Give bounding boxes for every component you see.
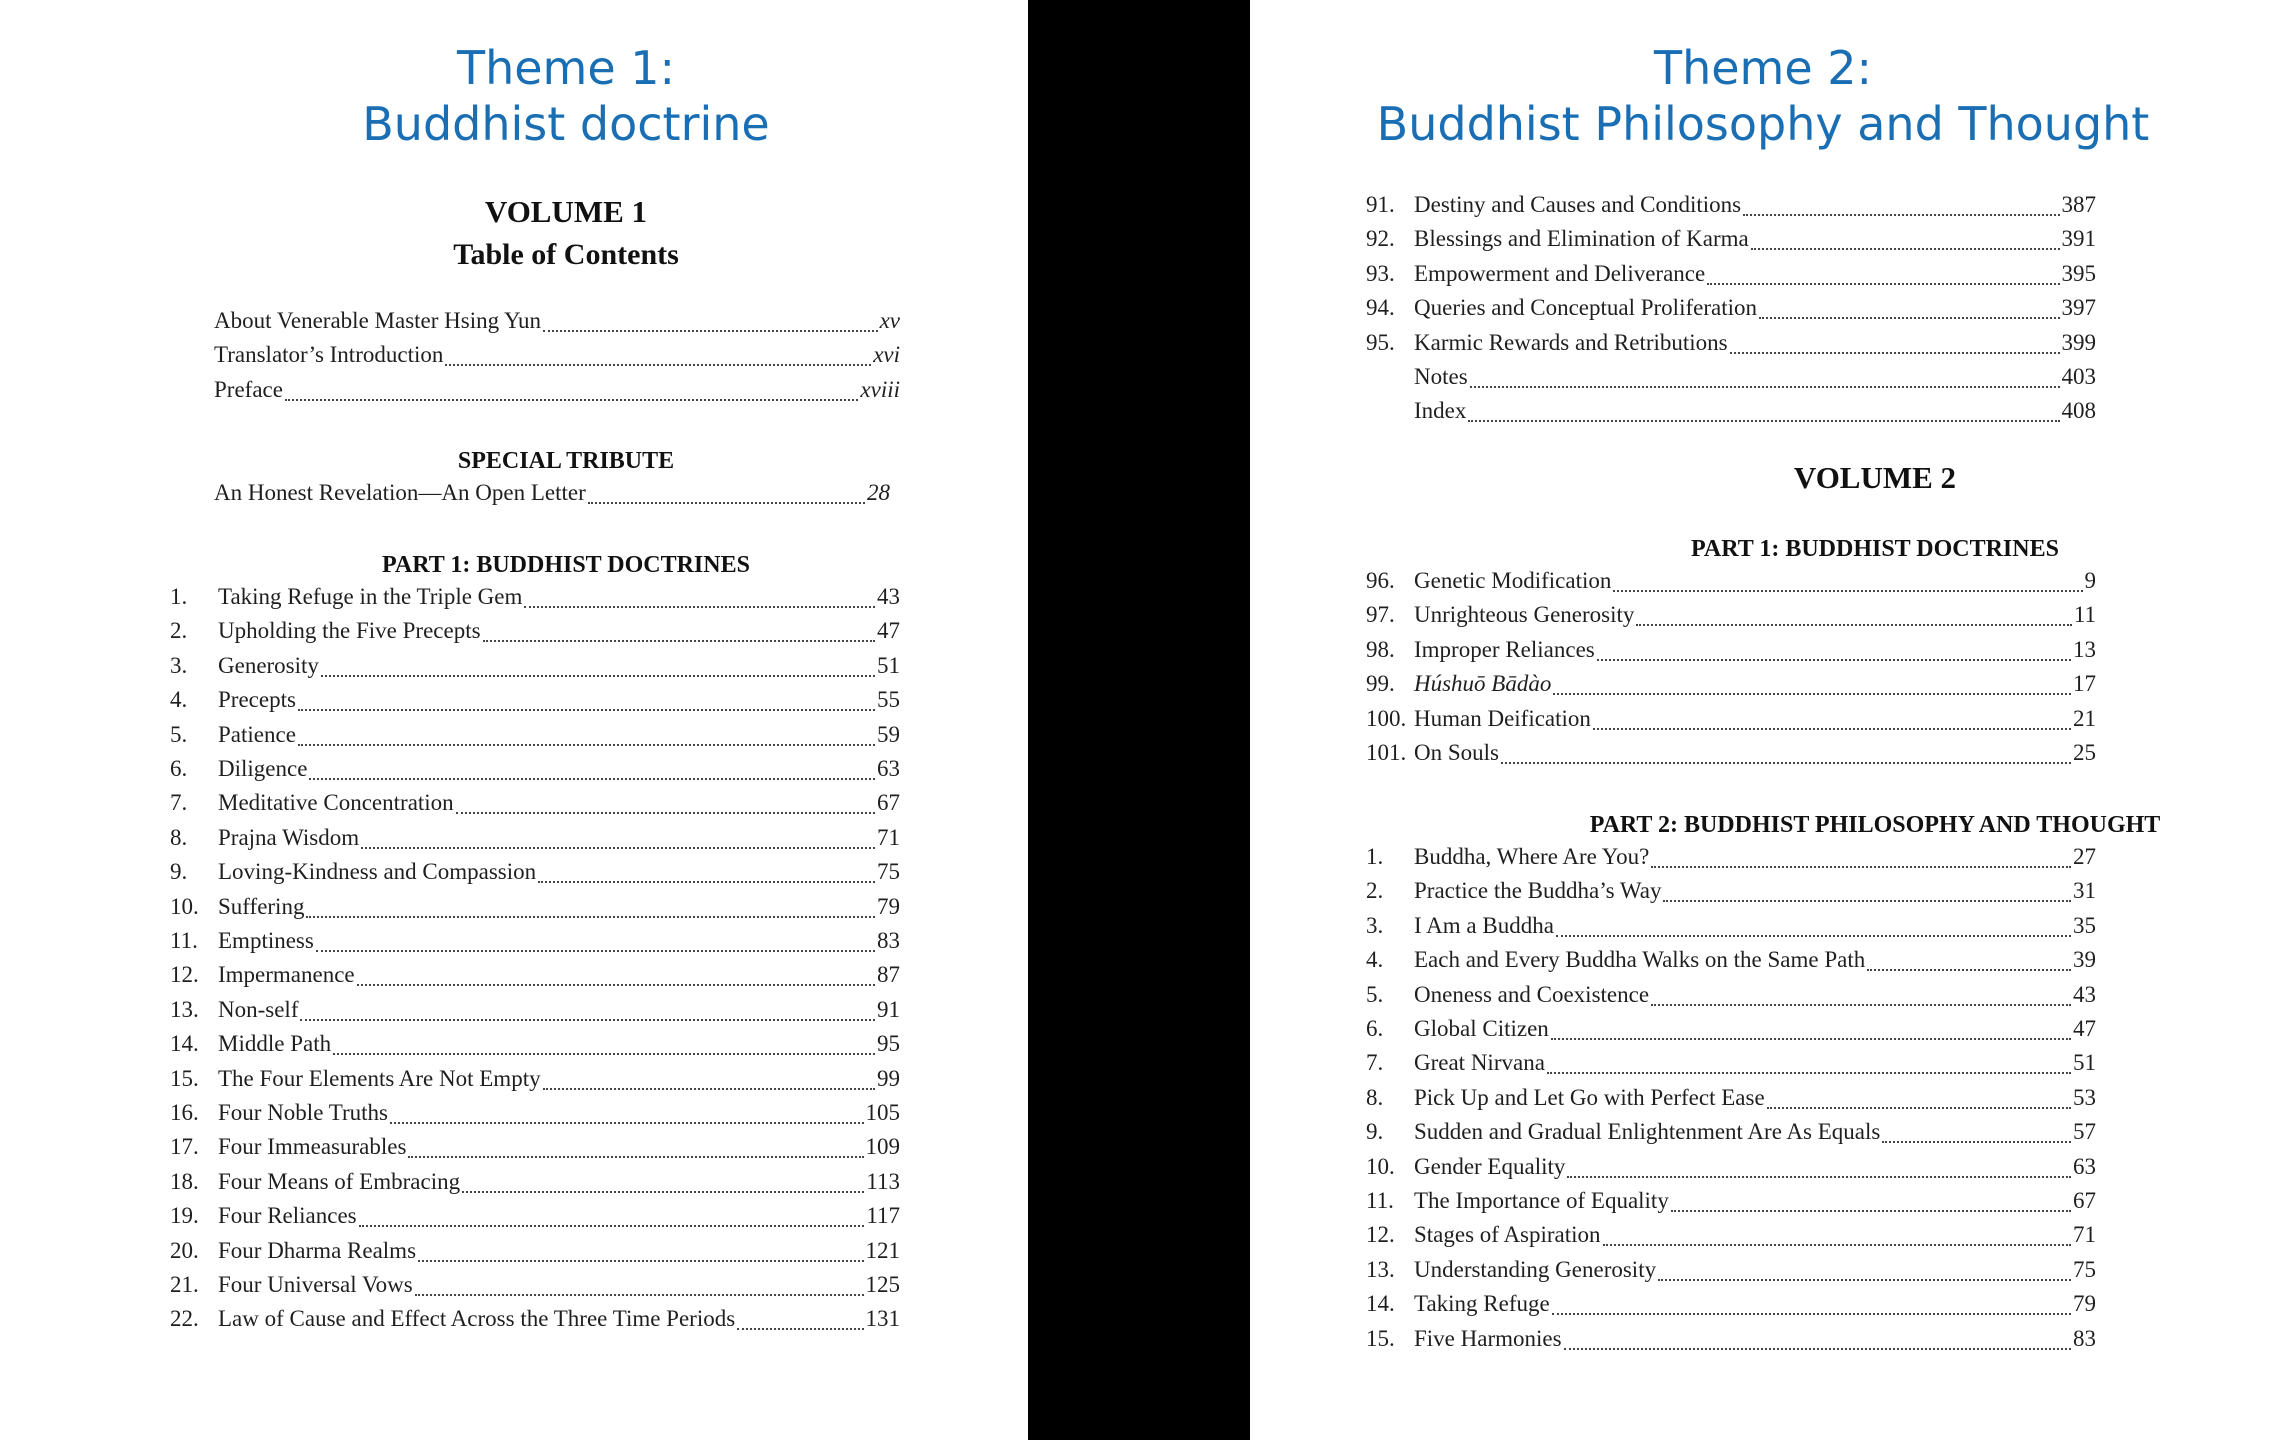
toc-entry (1366, 261, 2096, 295)
toc-entry-number: 13. (170, 996, 199, 1022)
toc-entry-number: 10. (1366, 1153, 1395, 1179)
toc-entry (170, 1134, 900, 1168)
toc-entry-page: 95 (877, 1031, 900, 1057)
book-gutter (1028, 0, 1250, 1440)
toc-entry-title: Húshuō Bādào (1414, 671, 1552, 697)
toc-entry (170, 928, 900, 962)
toc-entry (170, 653, 900, 687)
toc-entry-number: 101. (1366, 740, 1407, 765)
dot-leader (359, 1225, 865, 1227)
dot-leader (1552, 1313, 2071, 1315)
toc-entry-page: 55 (877, 687, 900, 713)
toc-entry-page: 27 (2073, 844, 2096, 869)
toc-entry-page: 67 (2073, 1188, 2096, 1213)
dot-leader (543, 1088, 875, 1090)
toc-entry (170, 722, 900, 756)
volume-2-heading: VOLUME 2 (1793, 460, 1957, 495)
toc-entry-page: 79 (877, 893, 900, 919)
toc-entry-number: 15. (170, 1065, 199, 1091)
toc-entry (1366, 637, 2096, 671)
toc-entry-title: Middle Path (218, 1031, 332, 1057)
toc-entry-number: 6. (170, 756, 188, 781)
toc-entry-page: 399 (2061, 329, 2096, 355)
dot-leader (588, 502, 865, 504)
toc-entry-page: 43 (877, 584, 900, 609)
toc-entry-page: 21 (2073, 705, 2096, 731)
toc-entry-page: 25 (2073, 740, 2096, 765)
dot-leader (361, 847, 875, 849)
dot-leader (1636, 624, 2071, 626)
dot-leader (1651, 866, 2071, 868)
toc-entry-number: 1. (170, 584, 188, 609)
toc-entry-page: 43 (2073, 981, 2096, 1007)
toc-entry-number: 4. (1366, 947, 1384, 973)
toc-entry-page: 39 (2073, 947, 2096, 973)
dot-leader (1564, 1348, 2071, 1350)
toc-entry-title: Loving-Kindness and Compassion (218, 859, 537, 885)
toc-entry-number: 97. (1366, 602, 1395, 628)
dot-leader (1707, 283, 2059, 285)
dot-leader (285, 399, 858, 401)
dot-leader (1593, 728, 2071, 730)
toc-entry (1366, 1050, 2096, 1084)
toc-entry-page: 71 (877, 824, 900, 850)
toc-entry-title: Prajna Wisdom (218, 824, 360, 850)
toc-entry-number: 14. (170, 1031, 199, 1057)
toc-entry-number: 11. (170, 928, 198, 953)
toc-entry-number: 2. (1366, 878, 1384, 904)
toc-entry-page: 59 (877, 721, 900, 747)
toc-entry (1366, 1291, 2096, 1325)
toc-entry-number: 20. (170, 1237, 199, 1263)
toc-entry-page: 83 (2073, 1325, 2096, 1351)
left-page (0, 0, 1028, 1440)
dot-leader (1470, 386, 2060, 388)
toc-entry (1366, 330, 2096, 364)
dot-leader (543, 330, 878, 332)
toc-entry (1366, 1188, 2096, 1222)
toc-entry-number: 7. (170, 790, 188, 816)
dot-leader (456, 812, 875, 814)
theme-2-title (1250, 40, 2276, 152)
toc-entry-title: Precepts (218, 687, 296, 713)
toc-entry-title: About Venerable Master Hsing Yun (214, 308, 542, 333)
toc-entry-page: 79 (2073, 1291, 2096, 1317)
toc-entry-page: 57 (2073, 1119, 2096, 1145)
toc-entry (1366, 364, 2096, 398)
toc-entry-title: Buddha, Where Are You? (1414, 844, 1650, 869)
dot-leader (1553, 693, 2071, 695)
toc-entry (170, 1306, 900, 1340)
toc-entry-title: Gender Equality (1414, 1153, 1566, 1179)
toc-entry-title: Four Noble Truths (218, 1100, 388, 1125)
toc-entry (170, 1066, 900, 1100)
toc-entry-title: Impermanence (218, 962, 355, 988)
toc-entry (1366, 947, 2096, 981)
toc-entry-page: 87 (877, 962, 900, 988)
toc-entry-page: 13 (2073, 636, 2096, 662)
dot-leader (524, 606, 875, 608)
dot-leader (1663, 900, 2071, 902)
toc-entry-page: 11 (2073, 602, 2096, 628)
toc-entry (170, 894, 900, 928)
toc-entry-number: 92. (1366, 226, 1395, 252)
toc-entry-page: 113 (866, 1168, 900, 1194)
dot-leader (1882, 1141, 2071, 1143)
toc-entry (1366, 192, 2096, 226)
dot-leader (1867, 969, 2071, 971)
toc-entry-number: 8. (1366, 1084, 1384, 1110)
toc-entry-title: Four Means of Embracing (218, 1168, 461, 1194)
toc-entry-number: 91. (1366, 192, 1395, 217)
toc-entry-title: The Four Elements Are Not Empty (218, 1065, 541, 1091)
toc-entry-number: 3. (170, 652, 188, 678)
dot-leader (415, 1294, 864, 1296)
toc-entry (1366, 913, 2096, 947)
dot-leader (1743, 214, 2059, 216)
toc-entry-page: 387 (2061, 192, 2096, 217)
dot-leader (737, 1328, 863, 1330)
toc-entry-number: 19. (170, 1203, 199, 1229)
toc-entry-number: 5. (170, 721, 188, 747)
dot-leader (1651, 1004, 2071, 1006)
toc-entry-title: Generosity (218, 652, 319, 678)
dot-leader (357, 984, 875, 986)
toc-entry (1366, 878, 2096, 912)
toc-entry-page: 63 (877, 756, 900, 781)
left-part-1-heading: PART 1: BUDDHIST DOCTRINES (382, 552, 750, 578)
toc-entry-number: 1. (1366, 844, 1384, 869)
dot-leader (445, 364, 871, 366)
toc-entry-title: Karmic Rewards and Retributions (1414, 329, 1728, 355)
toc-entry (170, 1238, 900, 1272)
toc-entry-number: 21. (170, 1272, 199, 1297)
dot-leader (1468, 420, 2059, 422)
toc-entry-title: Five Harmonies (1414, 1325, 1562, 1351)
toc-entry-page: 117 (866, 1203, 900, 1229)
toc-entry-title: Oneness and Coexistence (1414, 981, 1650, 1007)
toc-entry-title: Understanding Generosity (1414, 1256, 1657, 1282)
toc-entry-page: 408 (2061, 398, 2096, 424)
toc-entry (1366, 226, 2096, 260)
toc-entry-number: 14. (1366, 1291, 1395, 1317)
toc-entry-number: 100. (1366, 705, 1407, 731)
dot-leader (300, 1019, 875, 1021)
toc-entry (1366, 1222, 2096, 1256)
toc-entry-title: Destiny and Causes and Conditions (1414, 192, 1742, 217)
toc-entry-page: 105 (865, 1100, 900, 1125)
dot-leader (321, 675, 875, 677)
toc-entry-title: The Importance of Equality (1414, 1188, 1669, 1213)
toc-entry-number: 12. (1366, 1222, 1395, 1248)
toc-entry (1366, 295, 2096, 329)
right-part-1-heading: PART 1: BUDDHIST DOCTRINES (1691, 536, 2059, 562)
dot-leader (1501, 762, 2071, 764)
toc-entry (170, 997, 900, 1031)
toc-entry-page: 51 (877, 652, 900, 678)
toc-entry-title: Preface (214, 376, 283, 402)
toc-entry-number: 13. (1366, 1256, 1395, 1282)
toc-entry-page: 28 (867, 480, 890, 505)
volume-1-heading: VOLUME 1 (484, 194, 648, 229)
toc-entry-title: Empowerment and Deliverance (1414, 260, 1706, 286)
toc-entry-page: 91 (877, 996, 900, 1022)
dot-leader (1551, 1038, 2071, 1040)
toc-entry-title: Patience (218, 721, 296, 747)
dot-leader (1613, 590, 2082, 592)
toc-entry-title: Four Universal Vows (218, 1272, 413, 1297)
toc-entry-title: I Am a Buddha (1414, 912, 1554, 938)
toc-entry-page: 83 (877, 928, 900, 953)
toc-entry-number: 9. (1366, 1119, 1384, 1145)
toc-entry (1366, 398, 2096, 432)
toc-entry-page: xvi (873, 342, 900, 368)
toc-entry-page: 17 (2073, 671, 2096, 697)
toc-entry-number: 95. (1366, 329, 1395, 355)
dot-leader (333, 1053, 875, 1055)
toc-entry (1366, 1154, 2096, 1188)
toc-entry-number: 15. (1366, 1325, 1395, 1351)
toc-entry-title: Queries and Conceptual Proliferation (1414, 295, 1757, 321)
toc-entry (170, 859, 900, 893)
toc-entry-page: 75 (2073, 1256, 2096, 1282)
toc-entry (1366, 1016, 2096, 1050)
toc-entry-title: Human Deification (1414, 705, 1591, 731)
toc-entry-number: 5. (1366, 981, 1384, 1007)
dot-leader (538, 881, 875, 883)
toc-entry-title: Taking Refuge (1414, 1291, 1550, 1317)
toc-entry-number: 3. (1366, 912, 1384, 938)
right-page (1250, 0, 2276, 1440)
dot-leader (1671, 1210, 2071, 1212)
toc-entry-number: 7. (1366, 1050, 1384, 1076)
toc-entry-number: 6. (1366, 1016, 1384, 1041)
toc-entry (1366, 844, 2096, 878)
toc-entry (170, 790, 900, 824)
dot-leader (1751, 248, 2060, 250)
toc-entry (1366, 1257, 2096, 1291)
toc-entry-page: 51 (2073, 1050, 2096, 1076)
toc-entry-title: Blessings and Elimination of Karma (1414, 226, 1749, 252)
theme-1-line2: Buddhist doctrine (362, 97, 770, 151)
dot-leader (1547, 1072, 2071, 1074)
toc-entry (170, 584, 900, 618)
toc-entry (170, 1100, 900, 1134)
toc-entry-number: 4. (170, 687, 188, 713)
toc-entry (170, 825, 900, 859)
toc-entry-page: 391 (2061, 226, 2096, 252)
toc-entry-page: 75 (877, 859, 900, 885)
toc-entry (170, 962, 900, 996)
toc-entry-number: 99. (1366, 671, 1395, 697)
toc-entry (170, 687, 900, 721)
dot-leader (418, 1260, 863, 1262)
toc-entry-title: Four Reliances (218, 1203, 357, 1229)
toc-entry-page: 395 (2061, 260, 2096, 286)
toc-entry (214, 480, 890, 514)
toc-entry-title: Four Immeasurables (218, 1134, 407, 1160)
dot-leader (298, 709, 875, 711)
right-part-2-heading: PART 2: BUDDHIST PHILOSOPHY AND THOUGHT (1589, 812, 2161, 838)
toc-entry-number: 98. (1366, 636, 1395, 662)
toc-entry-number: 93. (1366, 260, 1395, 286)
toc-entry-title: Genetic Modification (1414, 568, 1612, 593)
toc-entry-page: 47 (2073, 1016, 2096, 1041)
toc-entry-page: 71 (2073, 1222, 2096, 1248)
toc-entry-title: Notes (1414, 364, 1468, 389)
toc-entry-title: On Souls (1414, 740, 1499, 765)
toc-entry-number: 22. (170, 1306, 199, 1332)
toc-entry-title: Suffering (218, 893, 305, 919)
dot-leader (1658, 1279, 2071, 1281)
toc-entry-title: Emptiness (218, 928, 314, 953)
toc-entry-number: 9. (170, 859, 188, 885)
dot-leader (1556, 935, 2071, 937)
toc-entry-page: 109 (865, 1134, 900, 1160)
dot-leader (298, 744, 875, 746)
toc-entry-title: Meditative Concentration (218, 790, 454, 816)
toc-entry-number: 18. (170, 1168, 199, 1194)
toc-entry-number: 10. (170, 893, 199, 919)
toc-entry-title: Practice the Buddha’s Way (1414, 878, 1662, 904)
toc-entry-page: 131 (865, 1306, 900, 1332)
toc-entry-page: 403 (2061, 364, 2096, 389)
dot-leader (1567, 1176, 2071, 1178)
toc-entry-page: 125 (865, 1272, 900, 1297)
dot-leader (306, 916, 875, 918)
dot-leader (316, 950, 875, 952)
toc-entry-number: 8. (170, 824, 188, 850)
toc-entry-page: 31 (2073, 878, 2096, 904)
special-tribute-heading: SPECIAL TRIBUTE (457, 448, 675, 474)
toc-entry (1366, 568, 2096, 602)
dot-leader (1767, 1107, 2071, 1109)
toc-entry-title: Great Nirvana (1414, 1050, 1545, 1076)
toc-entry-page: 53 (2073, 1084, 2096, 1110)
toc-entry (1366, 602, 2096, 636)
dot-leader (309, 778, 875, 780)
toc-entry-page: 397 (2061, 295, 2096, 321)
toc-entry (170, 618, 900, 652)
toc-entry (214, 377, 900, 411)
dot-leader (390, 1122, 864, 1124)
toc-entry (214, 342, 900, 376)
dot-leader (1597, 659, 2071, 661)
toc-entry-title: An Honest Revelation—An Open Letter (214, 480, 586, 505)
toc-entry-number: 11. (1366, 1188, 1394, 1213)
toc-entry (1366, 1119, 2096, 1153)
toc-entry-page: 67 (877, 790, 900, 816)
toc-entry-number: 17. (170, 1134, 199, 1160)
toc-entry-page: 35 (2073, 912, 2096, 938)
toc-entry-page: 63 (2073, 1153, 2096, 1179)
toc-entry (214, 308, 900, 342)
toc-entry-title: Unrighteous Generosity (1414, 602, 1635, 628)
theme-2-line2: Buddhist Philosophy and Thought (1376, 97, 2150, 151)
toc-entry-title: Translator’s Introduction (214, 342, 444, 368)
toc-entry-number: 16. (170, 1100, 199, 1125)
toc-entry (170, 1031, 900, 1065)
theme-1-line1: Theme 1: (456, 41, 676, 95)
toc-entry-title: Each and Every Buddha Walks on the Same Path (1414, 947, 1866, 973)
toc-entry-number: 2. (170, 618, 188, 644)
toc-entry-number: 94. (1366, 295, 1395, 321)
toc-entry-title: Global Citizen (1414, 1016, 1549, 1041)
toc-entry-number: 12. (170, 962, 199, 988)
toc-entry-title: Index (1414, 398, 1467, 424)
toc-entry-title: Four Dharma Realms (218, 1237, 417, 1263)
toc-entry-page: 9 (2084, 568, 2096, 593)
toc-entry-title: Taking Refuge in the Triple Gem (218, 584, 523, 609)
toc-entry-page: 99 (877, 1065, 900, 1091)
toc-entry (170, 1203, 900, 1237)
toc-entry-title: Upholding the Five Precepts (218, 618, 481, 644)
toc-entry-title: Law of Cause and Effect Across the Three Time Periods (218, 1306, 736, 1332)
toc-entry-number: 96. (1366, 568, 1395, 593)
dot-leader (483, 640, 875, 642)
toc-entry (1366, 740, 2096, 774)
theme-2-line1: Theme 2: (1653, 41, 1873, 95)
toc-entry (1366, 671, 2096, 705)
toc-title: Table of Contents (453, 238, 679, 271)
dot-leader (462, 1191, 864, 1193)
dot-leader (1759, 317, 2060, 319)
toc-entry (1366, 1326, 2096, 1360)
dot-leader (1730, 352, 2060, 354)
dot-leader (1603, 1244, 2071, 1246)
toc-entry (170, 756, 900, 790)
toc-entry-title: Stages of Aspiration (1414, 1222, 1601, 1248)
toc-entry-page: xviii (860, 376, 900, 402)
toc-entry-page: 47 (877, 618, 900, 644)
toc-entry (1366, 982, 2096, 1016)
toc-entry (1366, 1085, 2096, 1119)
toc-entry (170, 1272, 900, 1306)
toc-entry-title: Non-self (218, 996, 299, 1022)
toc-entry-title: Diligence (218, 756, 308, 781)
dot-leader (408, 1156, 863, 1158)
toc-entry-page: 121 (865, 1237, 900, 1263)
theme-1-title (0, 40, 1132, 152)
toc-entry (1366, 706, 2096, 740)
toc-entry-title: Improper Reliances (1414, 636, 1595, 662)
toc-entry-title: Sudden and Gradual Enlightenment Are As Equals (1414, 1119, 1881, 1145)
toc-entry (170, 1169, 900, 1203)
toc-entry-page: xv (879, 308, 900, 333)
toc-entry-title: Pick Up and Let Go with Perfect Ease (1414, 1084, 1765, 1110)
